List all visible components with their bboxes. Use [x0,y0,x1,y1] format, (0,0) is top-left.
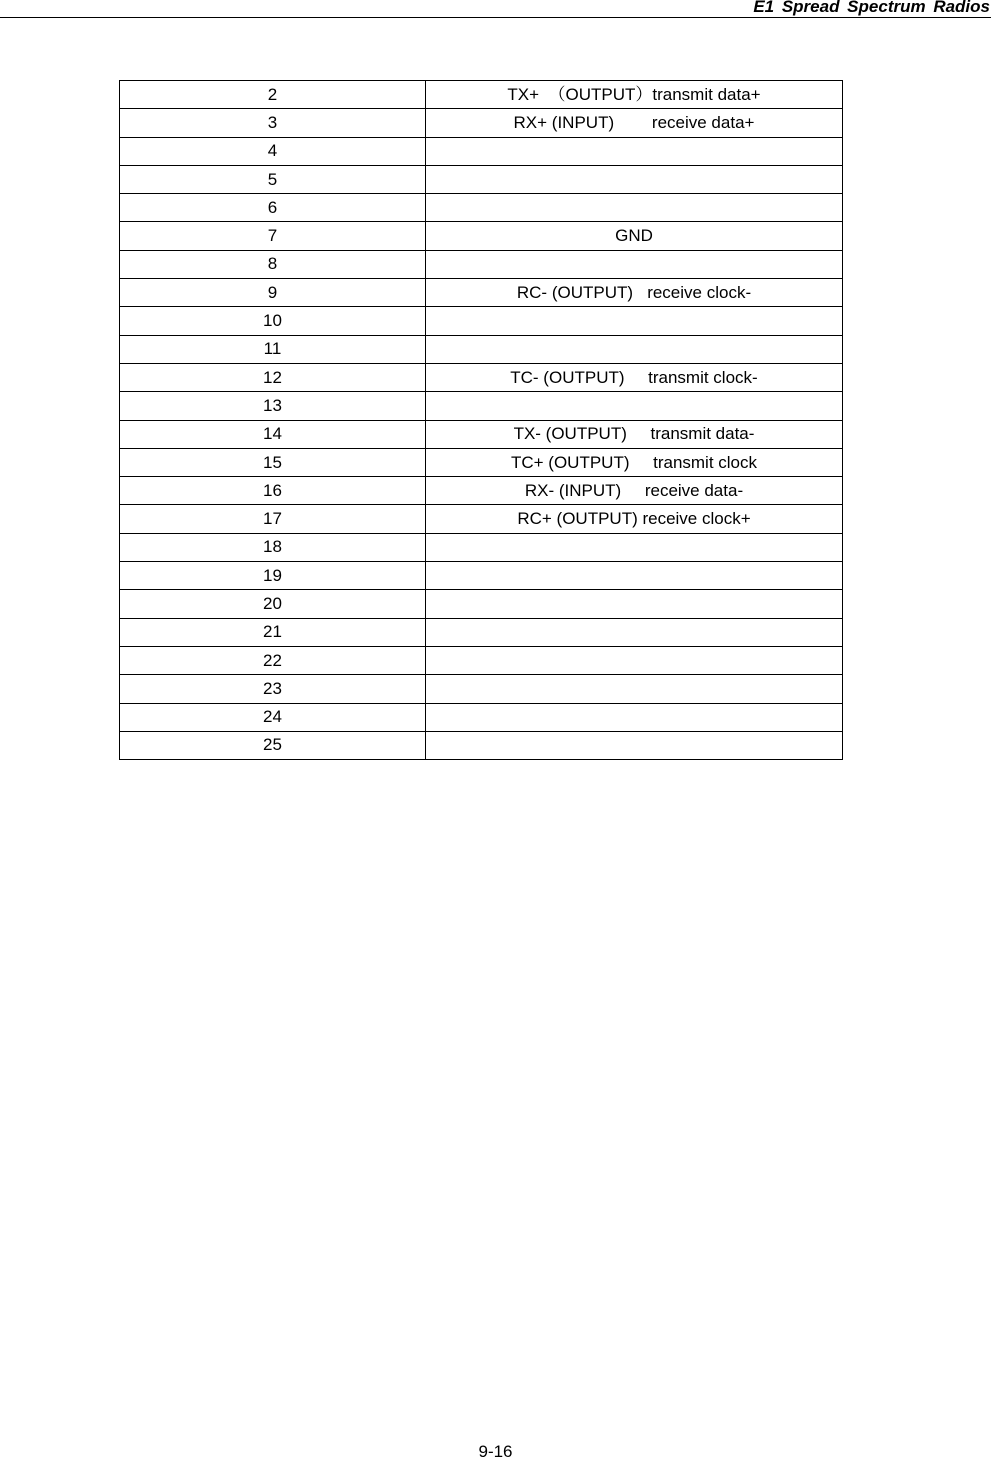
table-row [120,703,843,731]
signal-description-cell [426,618,843,646]
signal-description-cell [426,703,843,731]
pin-assignment-table [119,80,843,760]
table-row [120,590,843,618]
table-row [120,165,843,193]
pin-number-cell: 2 [120,81,426,109]
table-row [120,194,843,222]
table-row [120,562,843,590]
table-row [120,307,843,335]
pin-number-cell: 4 [120,137,426,165]
signal-description-cell [426,194,843,222]
pin-number-cell: 3 [120,109,426,137]
pin-number-cell: 25 [120,731,426,759]
pin-number-cell: 20 [120,590,426,618]
signal-description-cell [426,307,843,335]
table-row [120,420,843,448]
table-row [120,279,843,307]
pin-number-cell: 16 [120,477,426,505]
table-row [120,731,843,759]
table-row [120,477,843,505]
table-row [120,392,843,420]
pin-number-cell: 5 [120,165,426,193]
signal-description-cell [426,731,843,759]
signal-description-cell: RX+ (INPUT) receive data+ [426,109,843,137]
table-row [120,646,843,674]
table-row [120,363,843,391]
signal-description-cell [426,335,843,363]
pin-number-cell: 8 [120,250,426,278]
running-header [0,0,991,18]
pin-number-cell: 21 [120,618,426,646]
signal-description-cell [426,590,843,618]
pin-number-cell: 13 [120,392,426,420]
pin-table-body [120,81,843,760]
signal-description-cell [426,137,843,165]
pin-number-cell: 22 [120,646,426,674]
signal-description-cell [426,250,843,278]
pin-number-cell: 7 [120,222,426,250]
signal-description-cell: TC+ (OUTPUT) transmit clock [426,448,843,476]
table-row [120,222,843,250]
table-row [120,81,843,109]
table-row [120,250,843,278]
table-row [120,335,843,363]
page-number: 9-16 [478,1442,513,1461]
signal-description-cell: GND [426,222,843,250]
pin-number-cell: 15 [120,448,426,476]
table-row [120,618,843,646]
signal-description-cell: TX+ （OUTPUT）transmit data+ [426,81,843,109]
signal-description-cell: RC- (OUTPUT) receive clock- [426,279,843,307]
pin-number-cell: 14 [120,420,426,448]
signal-description-cell: TX- (OUTPUT) transmit data- [426,420,843,448]
table-row [120,109,843,137]
table-row [120,505,843,533]
signal-description-cell [426,562,843,590]
table-row [120,533,843,561]
pin-number-cell: 11 [120,335,426,363]
signal-description-cell [426,533,843,561]
pin-number-cell: 18 [120,533,426,561]
pin-number-cell: 23 [120,675,426,703]
table-row [120,675,843,703]
pin-number-cell: 10 [120,307,426,335]
pin-number-cell: 6 [120,194,426,222]
pin-number-cell: 17 [120,505,426,533]
signal-description-cell [426,165,843,193]
document-title: E1 Spread Spectrum Radios [753,0,990,16]
pin-number-cell: 19 [120,562,426,590]
pin-number-cell: 24 [120,703,426,731]
table-row [120,137,843,165]
signal-description-cell: RX- (INPUT) receive data- [426,477,843,505]
pin-number-cell: 12 [120,363,426,391]
signal-description-cell: RC+ (OUTPUT) receive clock+ [426,505,843,533]
pin-number-cell: 9 [120,279,426,307]
signal-description-cell [426,646,843,674]
signal-description-cell [426,392,843,420]
signal-description-cell: TC- (OUTPUT) transmit clock- [426,363,843,391]
signal-description-cell [426,675,843,703]
table-row [120,448,843,476]
